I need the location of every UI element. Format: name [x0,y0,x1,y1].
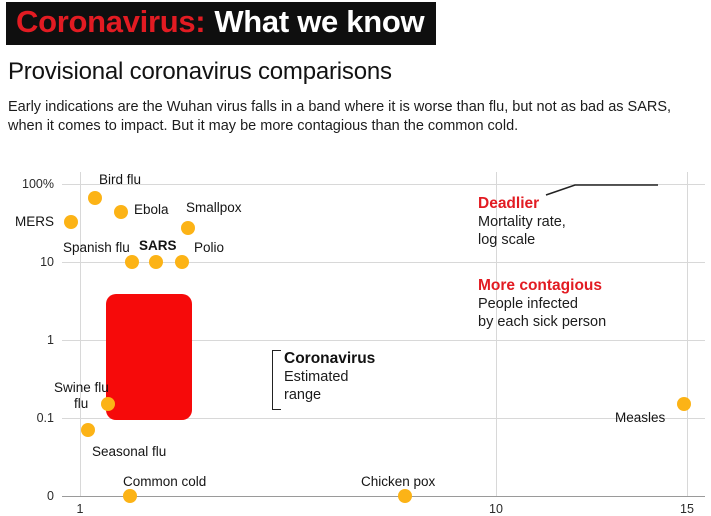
data-point-bird-flu [88,191,102,205]
coronavirus-bracket [272,350,281,410]
data-point-seasonal-flu [81,423,95,437]
y-tick-0-1: 0.1 [36,411,54,425]
coronavirus-annotation-title: Coronavirus [284,350,376,367]
data-point-swine-flu [101,397,115,411]
gridline-x-1 [80,172,81,496]
data-label-seasonal-flu: Seasonal flu [92,444,167,459]
coronavirus-annotation-line1: Estimated [284,369,349,385]
data-label-sars: SARS [139,238,177,253]
contagious-annotation [478,276,606,331]
banner-title-white: What we know [214,4,425,39]
contagious-annotation-line2: by each sick person [478,314,607,330]
data-point-common-cold [123,489,137,503]
coronavirus-annotation [284,350,444,404]
x-tick-1: 1 [76,502,84,516]
x-tick-10: 10 [489,502,503,516]
deadlier-annotation-line2: log scale [478,232,536,248]
data-label-spanish-flu: Spanish flu [63,240,130,255]
coronavirus-range-band [106,294,192,420]
chart-container [0,160,711,516]
page-title: Provisional coronavirus comparisons [8,58,392,85]
data-label-swine-flu-line2: flu [74,396,89,411]
y-tick-10: 10 [40,255,54,269]
data-label-swine-flu: Swine flu [54,380,109,395]
contagious-annotation-line1: People infected [478,296,578,312]
contagious-annotation-title: More contagious [478,277,603,294]
y-tick-1: 1 [47,333,54,347]
deadlier-annotation [478,194,566,249]
data-label-chicken-pox: Chicken pox [361,474,436,489]
data-label-ebola: Ebola [134,202,169,217]
deadlier-annotation-title: Deadlier [478,195,540,212]
deadlier-annotation-line1: Mortality rate, [478,214,566,230]
banner [6,2,436,45]
data-label-common-cold: Common cold [123,474,207,489]
y-tick-100: 100% [22,177,54,191]
data-point-chicken-pox [398,489,412,503]
standfirst-text: Early indications are the Wuhan virus falls in a band where it is worse than flu, but not as bad as SARS, when it comes to impact. But it may be more contagious than the common cold. [8,99,672,134]
data-label-measles: Measles [615,410,666,425]
x-tick-15: 15 [680,502,694,516]
data-point-smallpox [181,221,195,235]
y-tick-0: 0 [47,489,54,503]
data-point-polio [175,255,189,269]
coronavirus-annotation-line2: range [284,387,322,403]
data-label-bird-flu: Bird flu [99,172,142,187]
data-point-spanish-flu [125,255,139,269]
data-point-measles [677,397,691,411]
plot-area [15,172,705,516]
data-label-smallpox: Smallpox [186,200,242,215]
data-point-ebola [114,205,128,219]
data-point-mers [64,215,78,229]
banner-title-red: Coronavirus: [16,4,206,39]
axis-x [62,496,705,497]
data-label-mers: MERS [15,214,55,229]
gridline-x-15 [687,172,688,496]
data-label-polio: Polio [194,240,225,255]
data-point-sars [149,255,163,269]
